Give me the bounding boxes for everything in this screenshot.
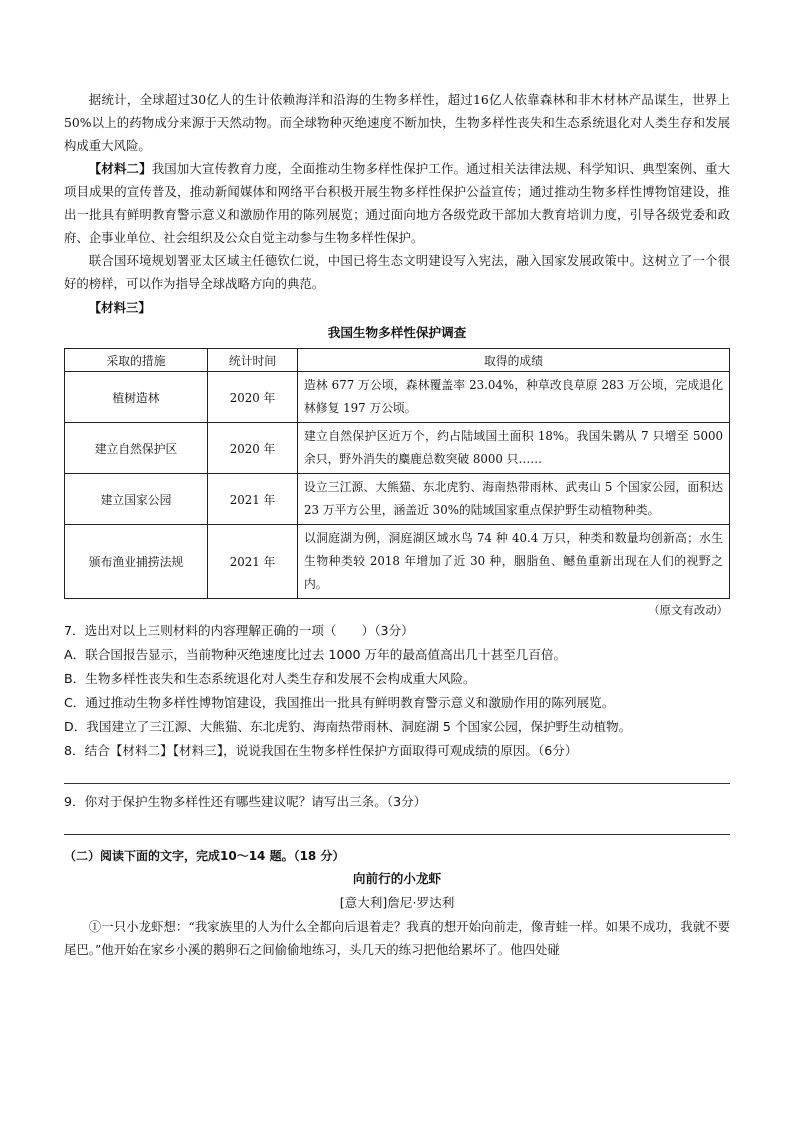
question-7-option-a: A．联合国报告显示，当前物种灭绝速度比过去 1000 万年的最高值高出几十甚至几百倍。 [64, 647, 567, 662]
table-row [65, 423, 730, 474]
question-9: 9．你对于保护生物多样性还有哪些建议呢？请写出三条。（3分） [64, 794, 427, 809]
material-two-followup: 联合国环境规划署亚太区域主任德钦仁说，中国已将生态文明建设写入宪法，融入国家发展政策中。这树立了一个很好的榜样，可以作为指导全球战略方向的典范。 [64, 253, 730, 291]
header-result: 取得的成绩 [298, 349, 730, 372]
survey-table [64, 348, 730, 599]
story-paragraph-1: ①一只小龙虾想：“我家族里的人为什么全都向后退着走？我真的想开始向前走，像青蛙一样。如果不成功，我就不要尾巴。”他开始在家乡小溪的鹅卵石之间偷偷地练习，头几天的练习把他给累坏了。他四处碰 [64, 919, 730, 957]
question-7: 7．选出对以上三则材料的内容理解正确的一项（ ）（3分） [64, 623, 414, 638]
table-row [65, 372, 730, 423]
cell-measure: 建立国家公园 [65, 474, 208, 525]
table-row [65, 525, 730, 599]
cell-result: 设立三江源、大熊猫、东北虎豹、海南热带雨林、武夷山 5 个国家公园，面积达 23 万平方公里，涵盖近 30%的陆域国家重点保护野生动植物种类。 [298, 474, 730, 525]
cell-time: 2020 年 [208, 372, 298, 423]
question-8: 8．结合【材料二】【材料三】，说说我国在生物多样性保护方面取得可观成绩的原因。（6分） [64, 743, 578, 758]
exam-page [64, 88, 730, 961]
question-7-option-c: C．通过推动生物多样性博物馆建设，我国推出一批具有鲜明教育警示意义和激励作用的陈列展览。 [64, 695, 615, 710]
material-two-text: 我国加大宣传教育力度，全面推动生物多样性保护工作。通过相关法律法规、科学知识、典型案例、重大项目成果的宣传普及，推动新闻媒体和网络平台积极开展生物多样性保护公益宣传；通过推动生物多样性博物馆建设，推出一批具有鲜明教育警示意义和激励作用的陈列展览；通过面向地方各级党政干部加大教育培训力度，引导各级党委和政府、企事业单位、社会组织及公众自觉主动参与生物多样性保护。 [64, 161, 731, 245]
header-time: 统计时间 [208, 349, 298, 372]
question-7-option-d: D．我国建立了三江源、大熊猫、东北虎豹、海南热带雨林、洞庭湖 5 个国家公园，保护野生动植物。 [64, 719, 632, 734]
material-two-paragraph [64, 157, 730, 249]
table-title: 我国生物多样性保护调查 [327, 325, 467, 340]
cell-measure: 颁布渔业捕捞法规 [65, 525, 208, 599]
section-two-heading: （二）阅读下面的文字，完成10～14 题。（18 分） [64, 849, 345, 863]
cell-time: 2021 年 [208, 525, 298, 599]
cell-measure: 植树造林 [65, 372, 208, 423]
cell-measure: 建立自然保护区 [65, 423, 208, 474]
table-header-row [65, 349, 730, 372]
intro-paragraph: 据统计，全球超过30亿人的生计依赖海洋和沿海的生物多样性，超过16亿人依靠森林和非木材林产品谋生，世界上50%以上的药物成分来源于天然动物。而全球物种灭绝速度不断加快，生物多样性丧失和生态系统退化对人类生存和发展构成重大风险。 [64, 92, 730, 153]
question-7-option-b: B．生物多样性丧失和生态系统退化对人类生存和发展不会构成重大风险。 [64, 671, 476, 686]
material-two-tag: 【材料二】 [88, 161, 152, 176]
source-note: （原文有改动） [648, 603, 728, 617]
cell-result: 以洞庭湖为例，洞庭湖区域水鸟 74 种 40.4 万只，种类和数量均创新高；水生生物种类较 2018 年增加了近 30 种，胭脂鱼、鳡鱼重新出现在人们的视野之内。 [298, 525, 730, 599]
story-title: 向前行的小龙虾 [352, 871, 442, 886]
material-three-tag: 【材料三】 [88, 300, 151, 315]
cell-time: 2021 年 [208, 474, 298, 525]
cell-result: 建立自然保护区近万个，约占陆域国土面积 18%。我国朱鹮从 7 只增至 5000 余只，野外消失的麋鹿总数突破 8000 只…… [298, 423, 730, 474]
answer-line-q8[interactable] [64, 763, 730, 784]
answer-line-q9[interactable] [64, 814, 730, 835]
table-row [65, 474, 730, 525]
story-author: [意大利]詹尼·罗达利 [339, 895, 455, 910]
cell-time: 2020 年 [208, 423, 298, 474]
header-measure: 采取的措施 [65, 349, 208, 372]
cell-result: 造林 677 万公顷，森林覆盖率 23.04%，种草改良草原 283 万公顷，完成退化林修复 197 万公顷。 [298, 372, 730, 423]
